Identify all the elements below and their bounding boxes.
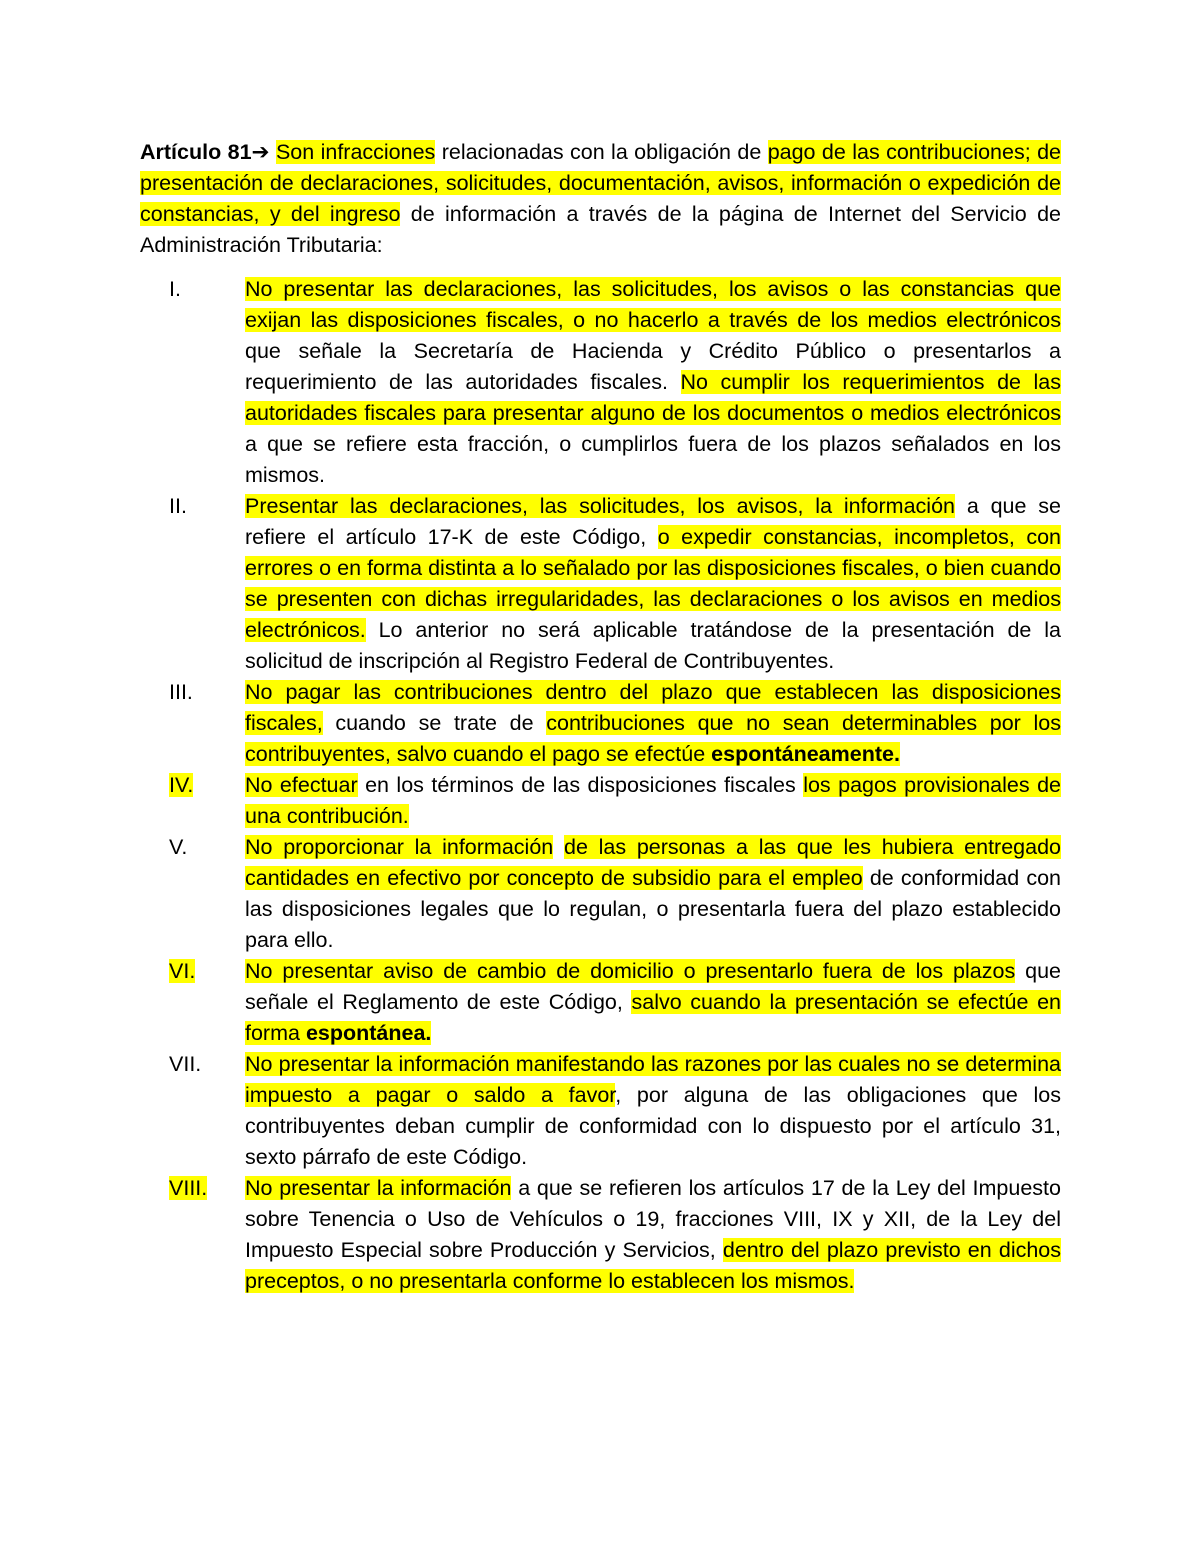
item-number-label: VI. [169, 959, 196, 983]
item-number [140, 1049, 245, 1173]
text-segment: a que se refiere esta fracción, o cumplirlos fuera de los plazos señalados en los mismos. [245, 432, 1061, 487]
highlighted-text: No cumplir los requerimientos de las autoridades fiscales para presentar alguno de los documentos o medios electrónicos [245, 370, 1062, 425]
highlighted-text: contribuciones que no sean determinables por los contribuyentes, salvo cuando el pago se efectúe [245, 711, 1062, 766]
item-number-label: III. [169, 680, 193, 704]
list-item [140, 491, 1061, 677]
item-number [140, 956, 245, 1049]
text-segment [270, 140, 276, 164]
item-text [245, 1049, 1061, 1173]
highlighted-text: espontánea. [305, 1021, 432, 1045]
highlighted-text: salvo cuando la presentación se efectúe en forma [245, 990, 1061, 1045]
highlighted-text: dentro del plazo previsto en dichos preceptos, o no presentarla conforme lo establecen los mismos. [245, 1238, 1062, 1293]
list-item [140, 677, 1061, 770]
highlighted-text: No pagar las contribuciones dentro del plazo que establecen las disposiciones fiscales, [245, 680, 1061, 735]
article-intro-text [140, 140, 1061, 257]
item-text [245, 1173, 1061, 1297]
highlighted-text: No presentar la información [245, 1176, 512, 1200]
highlighted-text: No proporcionar la información [245, 835, 554, 859]
text-segment: , por alguna de las obligaciones que los contribuyentes deban cumplir de conformidad con lo dispuesto por el artículo 31, sexto párrafo de este Código. [245, 1083, 1061, 1169]
infractions-list [140, 274, 1061, 1297]
item-text [245, 832, 1061, 956]
item-number-label: VII. [169, 1052, 202, 1076]
item-number [140, 770, 245, 832]
text-segment: relacionadas con la obligación de [435, 140, 768, 164]
highlighted-text: de las personas a las que les hubiera entregado cantidades en efectivo por concepto de subsidio para el empleo [245, 835, 1061, 890]
item-number-label: IV. [169, 773, 194, 797]
item-number-label: VIII. [169, 1176, 208, 1200]
item-text [245, 491, 1061, 677]
highlighted-text: Presentar las declaraciones, las solicitudes, los avisos, la información [245, 494, 955, 518]
item-number-label: V. [169, 835, 188, 859]
list-item [140, 1173, 1061, 1297]
item-number [140, 491, 245, 677]
item-number [140, 1173, 245, 1297]
text-segment [553, 835, 564, 859]
item-number-label: II. [169, 494, 187, 518]
text-segment: de información a través de la página de Internet del Servicio de Administración Tributaria: [140, 202, 1062, 257]
item-text [245, 770, 1061, 832]
item-text [245, 677, 1061, 770]
highlighted-text: Son infracciones [275, 140, 436, 164]
text-segment: que señale la Secretaría de Hacienda y Crédito Público o presentarlos a requerimiento de las autoridades fiscales. [245, 339, 1061, 394]
arrow-right-icon: ➔ [251, 140, 270, 164]
item-number [140, 274, 245, 491]
item-text [245, 274, 1061, 491]
item-number [140, 832, 245, 956]
list-item [140, 274, 1061, 491]
document-body [140, 137, 1061, 1297]
article-label: Artículo 81 [140, 140, 252, 164]
highlighted-text: pago de las contribuciones; de presentación de declaraciones, solicitudes, documentación, avisos, información o expedición de constancias, y del ingreso [140, 140, 1061, 226]
item-number [140, 677, 245, 770]
item-text [245, 956, 1061, 1049]
text-segment: cuando se trate de [322, 711, 547, 735]
list-item [140, 832, 1061, 956]
text-segment: a que se refieren los artículos 17 de la Ley del Impuesto sobre Tenencia o Uso de Vehículos o 19, fracciones VIII, IX y XII, de la Ley del Impuesto Especial sobre Producción y Servicios, [245, 1176, 1061, 1262]
text-segment: de conformidad con las disposiciones legales que lo regulan, o presentarla fuera del plazo establecido para ello. [245, 866, 1061, 952]
article-intro [140, 137, 1061, 261]
list-item [140, 770, 1061, 832]
item-number-label: I. [169, 277, 181, 301]
highlighted-text: No presentar la información manifestando las razones por las cuales no se determina impuesto a pagar o saldo a favor [245, 1052, 1061, 1107]
highlighted-text: los pagos provisionales de una contribución. [245, 773, 1061, 828]
text-segment: que señale el Reglamento de este Código, [245, 959, 1061, 1014]
text-segment: a que se refiere el artículo 17-K de este Código, [245, 494, 1061, 549]
text-segment: en los términos de las disposiciones fiscales [357, 773, 804, 797]
highlighted-text: No presentar las declaraciones, las solicitudes, los avisos o las constancias que exijan las disposiciones fiscales, o no hacerlo a través de los medios electrónicos [245, 277, 1061, 332]
highlighted-text: No presentar aviso de cambio de domicilio o presentarlo fuera de los plazos [245, 959, 1016, 983]
list-item [140, 956, 1061, 1049]
list-item [140, 1049, 1061, 1173]
text-segment: Lo anterior no será aplicable tratándose de la presentación de la solicitud de inscripción al Registro Federal de Contribuyentes. [245, 618, 1061, 673]
highlighted-text: espontáneamente. [711, 742, 900, 766]
highlighted-text: No efectuar [245, 773, 358, 797]
highlighted-text: o expedir constancias, incompletos, con errores o en forma distinta a lo señalado por las disposiciones fiscales, o bien cuando se presenten con dichas irregularidades, las declaraciones o los avisos en medios electrónicos. [245, 525, 1061, 642]
